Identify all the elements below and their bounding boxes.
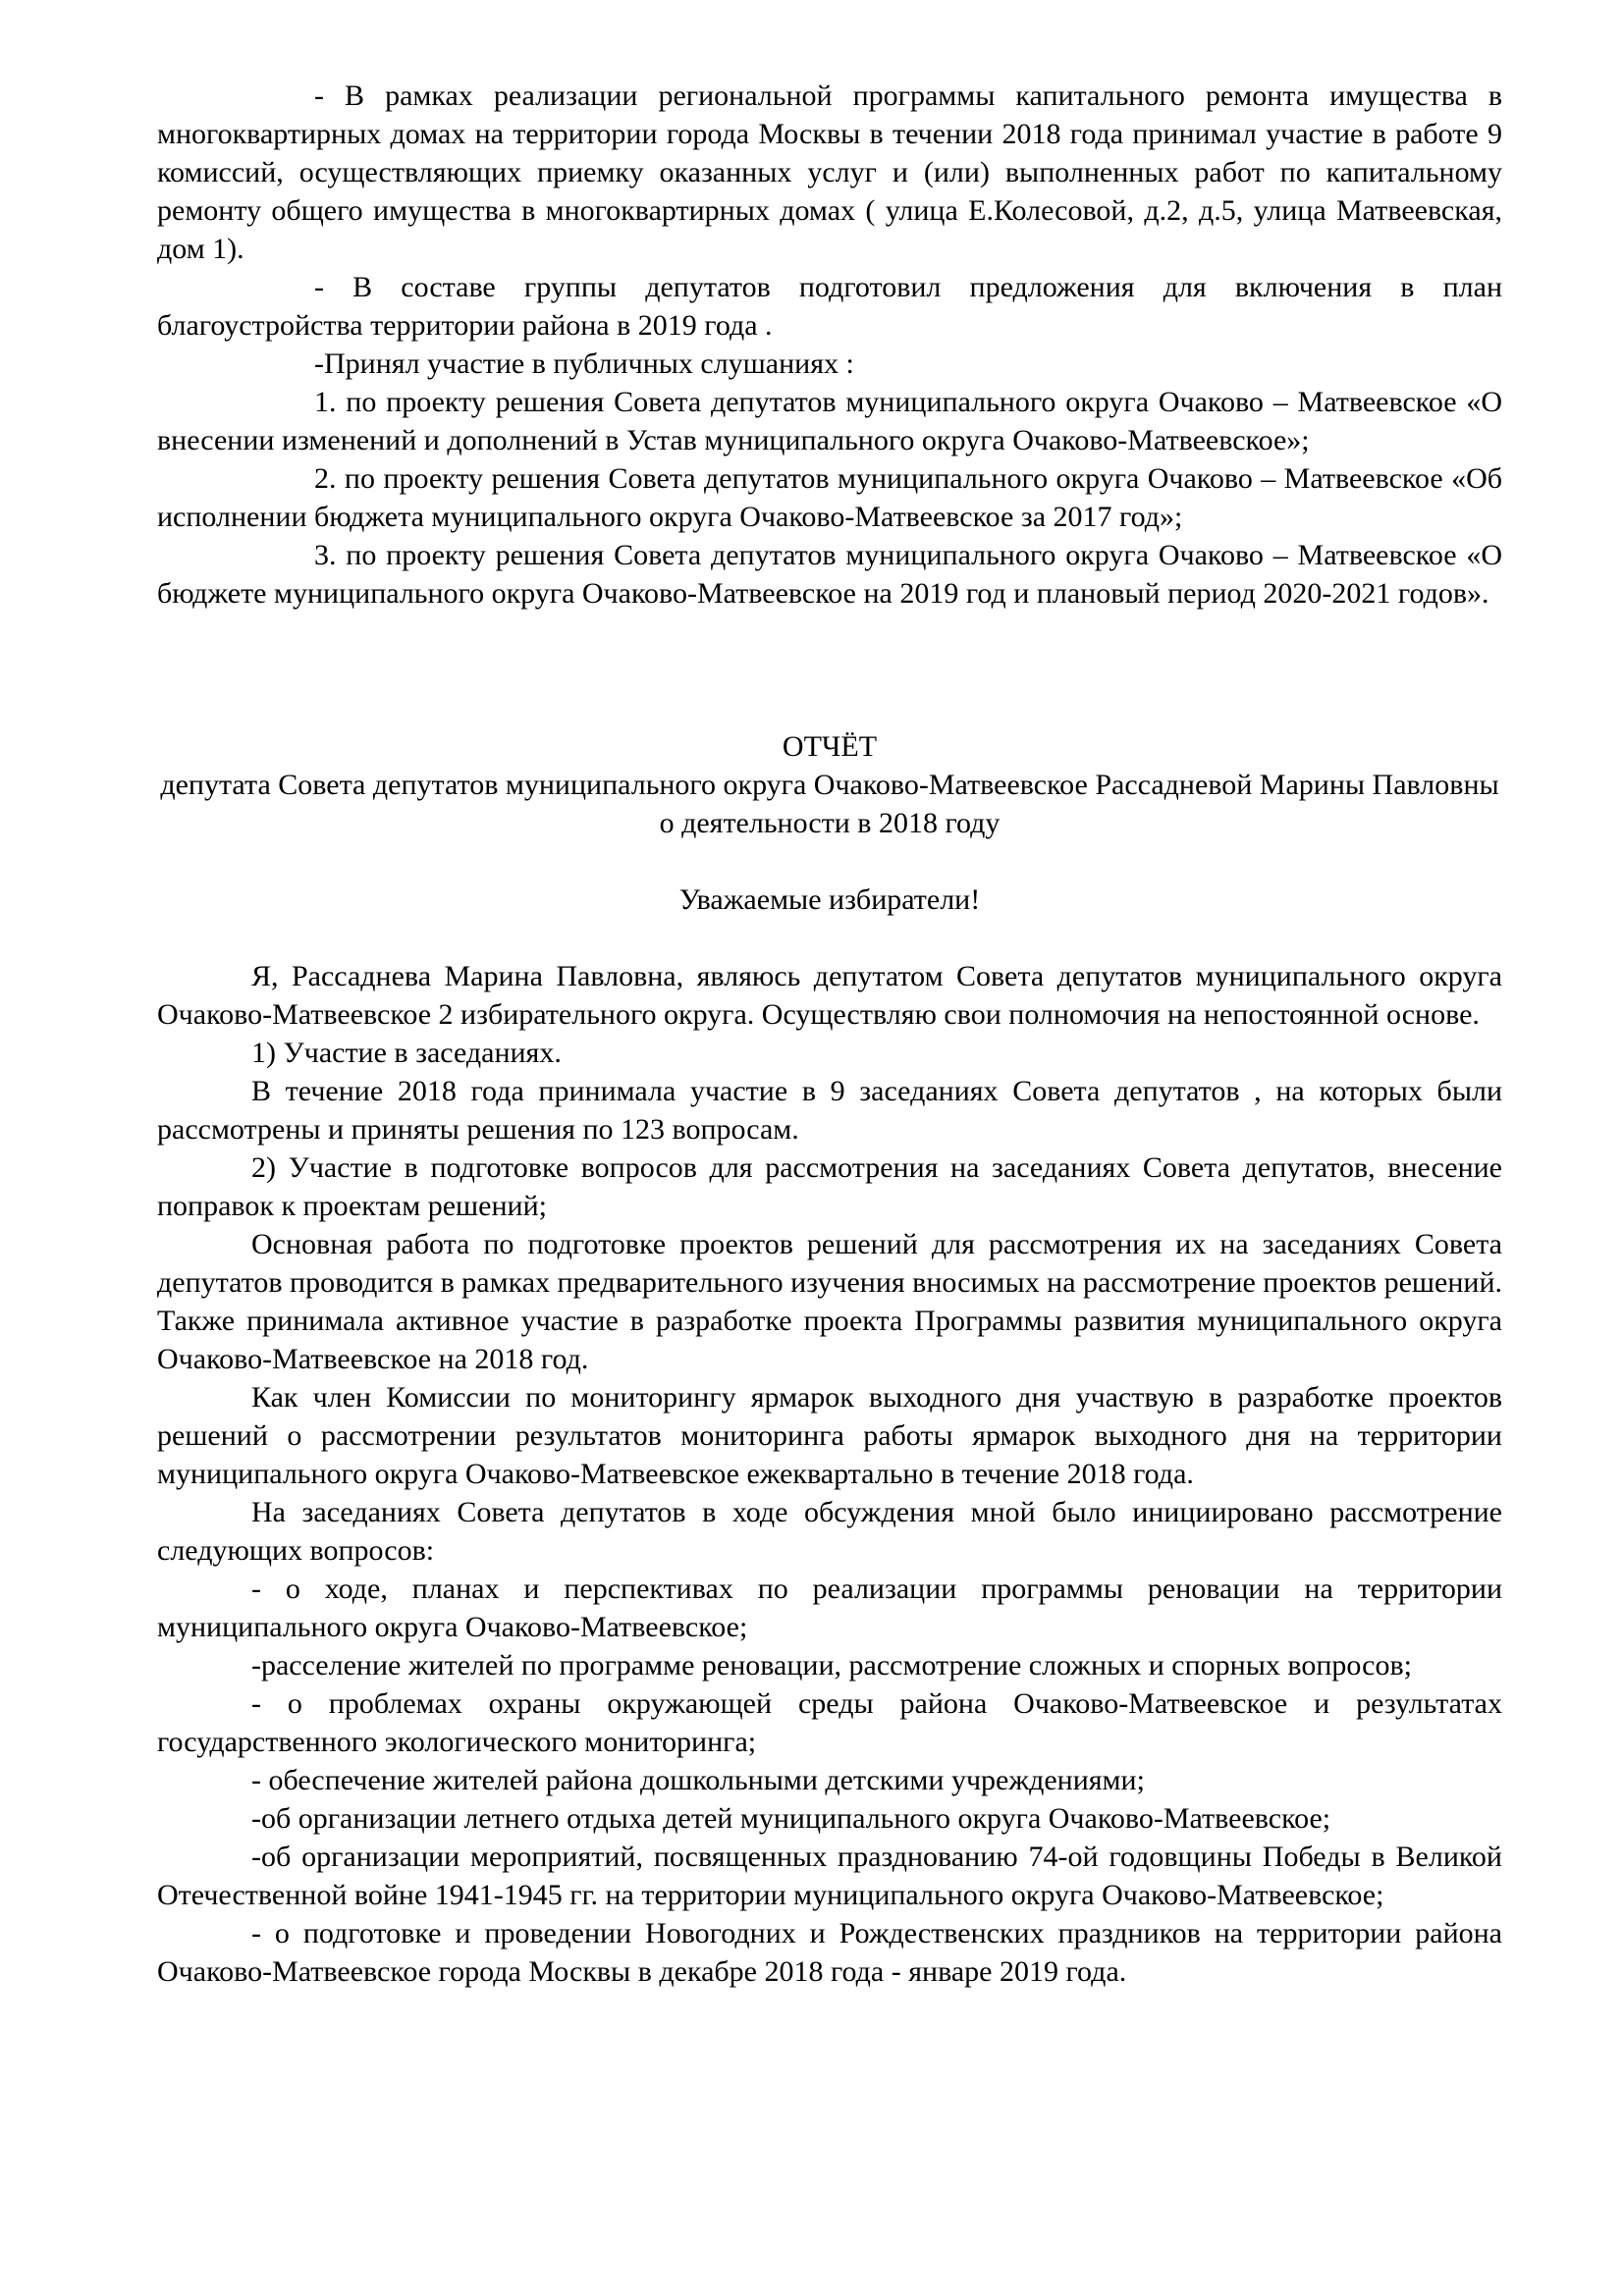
paragraph-public-hearings: -Принял участие в публичных слушаниях : [314,347,854,380]
issue-renovation-program: - о ходе, планах и перспективах по реализации программы реновации на территории муниципального округа Очаково-Матвеевское; [157,1573,1502,1643]
issue-preschool: - обеспечение жителей района дошкольными детскими учреждениями; [251,1764,1145,1796]
hearing-item-1: 1. по проекту решения Совета депутатов муниципального округа Очаково – Матвеевское «О внесении изменений и дополнений в Устав муниципального округа Очаково-Матвеевское»; [157,386,1502,456]
report-subtitle: депутата Совета депутатов муниципального округа Очаково-Матвеевское Рассадневой Марины Павловны [160,769,1499,801]
section-spacer [157,613,1502,727]
report-title: ОТЧЁТ [782,730,878,763]
hearing-item-2: 2. по проекту решения Совета депутатов муниципального округа Очаково – Матвеевское «Об исполнении бюджета муниципального округа Очаково-Матвеевское за 2017 год»; [157,462,1502,533]
issue-victory-anniversary: -об организации мероприятий, посвященных празднованию 74-ой годовщины Победы в Великой Отечественной войне 1941-1945 гг. на территории муниципального округа Очаково-Матвеевское; [157,1841,1502,1911]
issue-resettlement: -расселение жителей по программе реновации, рассмотрение сложных и спорных вопросов; [251,1649,1412,1682]
paragraph-section-1: 1) Участие в заседаниях. [251,1037,562,1069]
paragraph-capital-repair: - В рамках реализации региональной программы капитального ремонта имущества в многоквартирных домах на территории города Москвы в течении 2018 года принимал участие в работе 9 комиссий, осуществляющих приемку оказанных услуг и (или) выполненных работ по капитальному ремонту общего имущества в многоквартирных домах ( улица Е.Колесовой, д.2, д.5, улица Матвеевская, дом 1). [157,80,1502,265]
report-period: о деятельности в 2018 году [659,807,1001,839]
hearing-item-3: 3. по проекту решения Совета депутатов муниципального округа Очаково – Матвеевское «О бюджете муниципального округа Очаково-Матвеевское на 2019 год и плановый период 2020-2021 годов». [157,539,1502,610]
document-page [157,77,1502,1991]
paragraph-improvement-proposals: - В составе группы депутатов подготовил предложения для включения в план благоустройства территории района в 2019 года . [157,271,1502,342]
paragraph-initiated-issues: На заседаниях Совета депутатов в ходе обсуждения мной было инициировано рассмотрение следующих вопросов: [157,1496,1502,1567]
issue-summer-rest: -об организации летнего отдыха детей муниципального округа Очаково-Матвеевское; [251,1802,1331,1835]
greeting: Уважаемые избиратели! [678,883,981,916]
paragraph-section-2: 2) Участие в подготовке вопросов для рассмотрения на заседаниях Совета депутатов, внесение поправок к проектам решений; [157,1151,1502,1222]
paragraph-main-work: Основная работа по подготовке проектов решений для рассмотрения их на заседаниях Совета депутатов проводится в рамках предварительного изучения вносимых на рассмотрение проектов решений. Также принимала активное участие в разработке проекта Программы развития муниципального округа Очаково-Матвеевское на 2018 год. [157,1228,1502,1375]
paragraph-fairs-commission: Как член Комиссии по мониторингу ярмарок выходного дня участвую в разработке проектов решений о рассмотрении результатов мониторинга работы ярмарок выходного дня на территории муниципального округа Очаково-Матвеевское ежеквартально в течение 2018 года. [157,1381,1502,1490]
paragraph-meetings: В течение 2018 года принимала участие в 9 заседаниях Совета депутатов , на которых были рассмотрены и приняты решения по 123 вопросам. [157,1075,1502,1146]
paragraph-intro: Я, Рассаднева Марина Павловна, являюсь депутатом Совета депутатов муниципального округа Очаково-Матвеевское 2 избирательного округа. Осуществляю свои полномочия на непостоянной основе. [157,960,1502,1031]
greeting-spacer [157,842,1502,881]
issue-new-year-holidays: - о подготовке и проведении Новогодних и Рождественских праздников на территории района Очаково-Матвеевское города Москвы в декабре 2018 года - январе 2019 года. [157,1917,1502,1988]
issue-environment: - о проблемах охраны окружающей среды района Очаково-Матвеевское и результатах государственного экологического мониторинга; [157,1687,1502,1758]
body-spacer [157,919,1502,957]
